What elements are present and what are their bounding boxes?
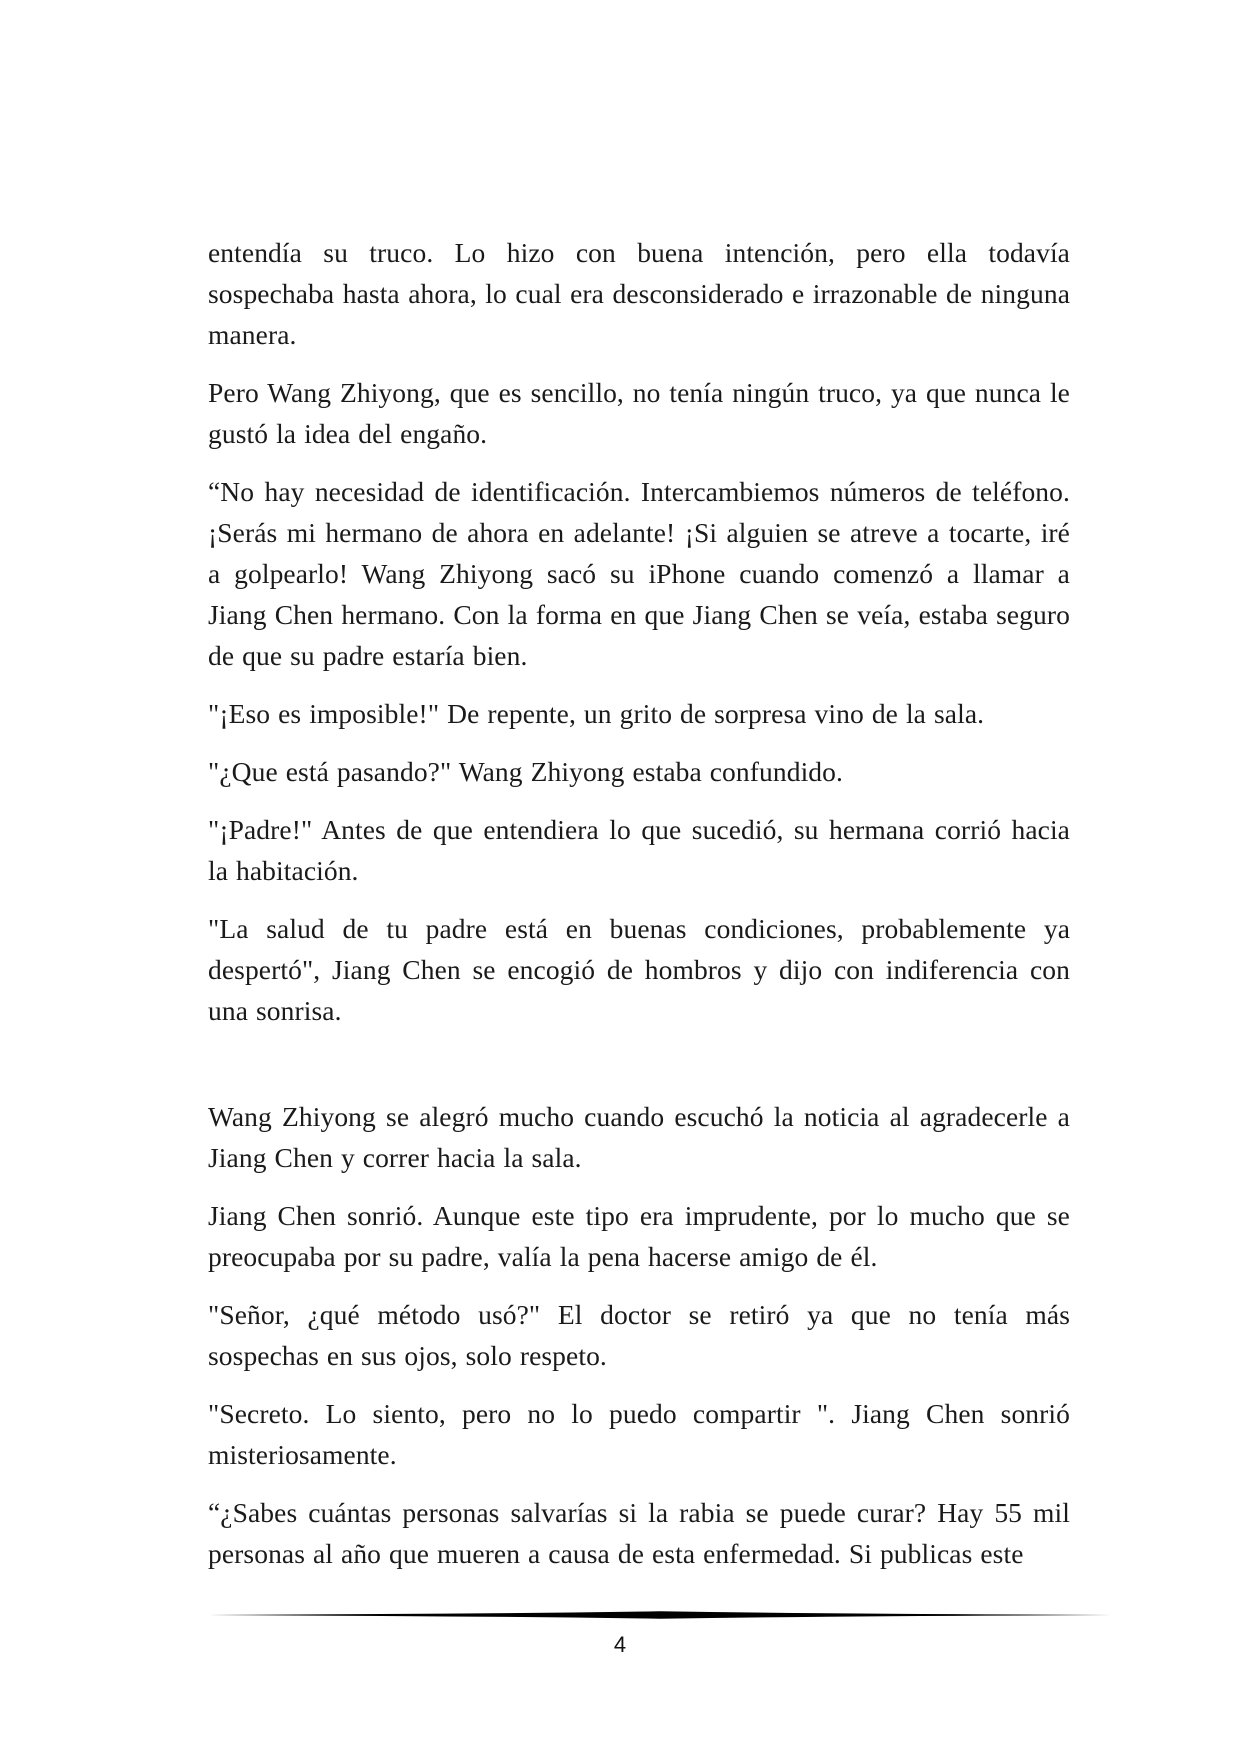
- paragraph: "La salud de tu padre está en buenas condiciones, probablemente ya despertó", Jiang Chen se encogió de hombros y dijo con indiferencia con una sonrisa.: [208, 913, 1070, 1026]
- paragraph: Jiang Chen sonrió. Aunque este tipo era imprudente, por lo mucho que se preocupaba por su padre, valía la pena hacerse amigo de él.: [208, 1200, 1070, 1272]
- paragraph: "¿Que está pasando?" Wang Zhiyong estaba confundido.: [208, 756, 843, 787]
- paragraph: "Señor, ¿qué método usó?" El doctor se retiró ya que no tenía más sospechas en sus ojos, solo respeto.: [208, 1299, 1070, 1371]
- paragraph: "¡Padre!" Antes de que entendiera lo que sucedió, su hermana corrió hacia la habitación.: [208, 814, 1070, 886]
- body-text: [208, 232, 1070, 1591]
- paragraph: Wang Zhiyong se alegró mucho cuando escuchó la noticia al agradecerle a Jiang Chen y correr hacia la sala.: [208, 1101, 1070, 1173]
- paragraph: “¿Sabes cuántas personas salvarías si la rabia se puede curar? Hay 55 mil personas al año que mueren a causa de esta enfermedad. Si publicas este: [208, 1497, 1070, 1569]
- footer-divider-line: [208, 1611, 1112, 1619]
- paragraph: "Secreto. Lo siento, pero no lo puedo compartir ". Jiang Chen sonrió misteriosamente.: [208, 1398, 1070, 1470]
- paragraph: Pero Wang Zhiyong, que es sencillo, no tenía ningún truco, ya que nunca le gustó la idea del engaño.: [208, 377, 1070, 449]
- paragraph: entendía su truco. Lo hizo con buena intención, pero ella todavía sospechaba hasta ahora, lo cual era desconsiderado e irrazonable de ninguna manera.: [208, 237, 1070, 350]
- paragraph: “No hay necesidad de identificación. Intercambiemos números de teléfono. ¡Serás mi hermano de ahora en adelante! ¡Si alguien se atreve a tocarte, iré a golpearlo! Wang Zhiyong sacó su iPhone cuando comenzó a llamar a Jiang Chen hermano. Con la forma en que Jiang Chen se veía, estaba seguro de que su padre estaría bien.: [208, 476, 1070, 671]
- paragraph: "¡Eso es imposible!" De repente, un grito de sorpresa vino de la sala.: [208, 698, 985, 729]
- footer-divider: [208, 1608, 1112, 1622]
- page-number: 4: [613, 1632, 627, 1657]
- section-break: [208, 1048, 1070, 1096]
